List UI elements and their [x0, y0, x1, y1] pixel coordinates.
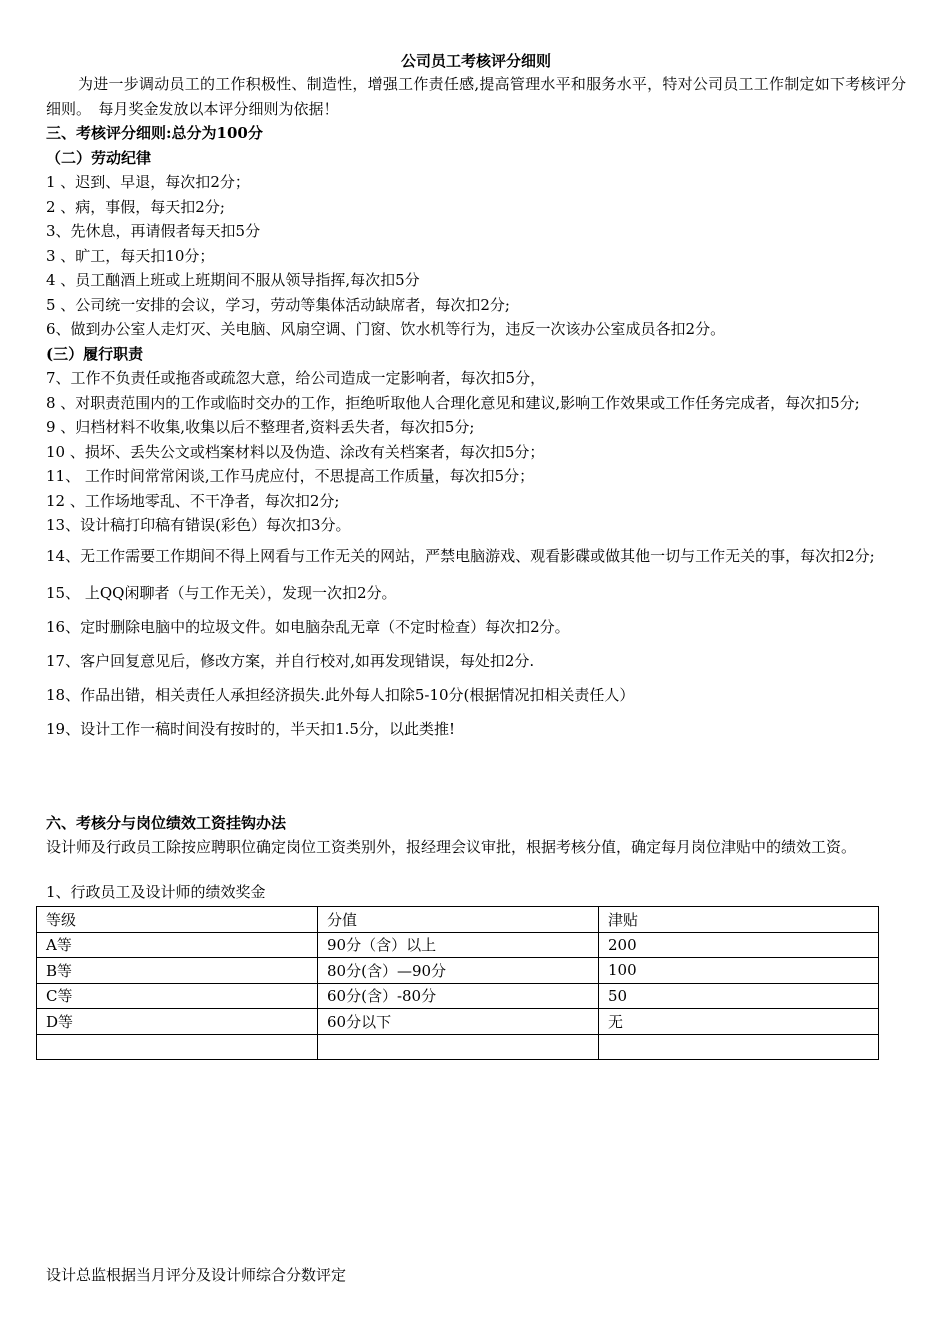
table-cell: 50 [599, 983, 879, 1009]
table-cell: 无 [599, 1009, 879, 1035]
duty-rules-list [46, 366, 906, 538]
table-cell [318, 1034, 599, 1060]
table-row-empty [37, 1034, 879, 1060]
table-cell: 90分（含）以上 [318, 932, 599, 958]
document-title: 公司员工考核评分细则 [400, 52, 551, 70]
rule-item: 4 、员工酗酒上班或上班期间不服从领导指挥,每次扣5分 [46, 271, 420, 289]
table-cell: 80分(含）—90分 [318, 958, 599, 984]
rule-item: 17、客户回复意见后，修改方案，并自行校对,如再发现错误，每处扣2分. [46, 651, 535, 670]
rule-item: 9 、归档材料不收集,收集以后不整理者,资料丢失者，每次扣5分; [46, 418, 475, 436]
table-cell: B等 [37, 958, 318, 984]
table-row [37, 983, 879, 1009]
rule-item: 12 、工作场地零乱、不干净者，每次扣2分; [46, 491, 340, 510]
table-cell [599, 1034, 879, 1060]
table-cell: A等 [37, 932, 318, 958]
rule-item: 18、作品出错，相关责任人承担经济损失.此外每人扣除5-10分(根据情况扣相关责任人） [46, 685, 635, 704]
rule-item: 11、 工作时间常常闲谈,工作马虎应付，不思提高工作质量，每次扣5分； [46, 467, 535, 485]
rule-item: 16、定时删除电脑中的垃圾文件。如电脑杂乱无章（不定时检查）每次扣2分。 [46, 617, 570, 636]
bonus-table [36, 906, 879, 1060]
column-header: 分值 [318, 907, 599, 933]
table-cell [37, 1034, 318, 1060]
rule-item: 6、做到办公室人走灯灭、关电脑、风扇空调、门窗、饮水机等行为，违反一次该办公室成员各扣2分。 [46, 320, 726, 338]
table-cell: 100 [599, 958, 879, 984]
labor-rules-list [46, 170, 906, 342]
rule-item: 13、设计稿打印稿有错误(彩色）每次扣3分。 [46, 516, 351, 534]
table-caption: 1、行政员工及设计师的绩效奖金 [46, 882, 266, 901]
document-body [46, 50, 906, 1060]
rule-item: 10 、损坏、丢失公文或档案材料以及伪造、涂改有关档案者，每次扣5分； [46, 442, 545, 461]
rule-item: 15、 上QQ闲聊者（与工作无关），发现一次扣2分。 [46, 583, 397, 602]
rule-item: 14、无工作需要工作期间不得上网看与工作无关的网站，严禁电脑游戏、观看影碟或做其他一切与工作无关的事，每次扣2分; [46, 546, 875, 565]
rule-item: 7、工作不负责任或拖沓或疏忽大意，给公司造成一定影响者，每次扣5分， [46, 369, 546, 387]
table-cell: D等 [37, 1009, 318, 1035]
rule-item: 19、设计工作一稿时间没有按时的，半天扣1.5分，以此类推! [46, 719, 455, 738]
table-header-row [37, 907, 879, 933]
section6-heading: 六、考核分与岗位绩效工资挂钩办法 [46, 813, 287, 832]
section6-paragraph: 设计师及行政员工除按应聘职位确定岗位工资类别外，报经理会议审批，根据考核分值，确定每月岗位津贴中的绩效工资。 [46, 838, 857, 856]
table-cell: 60分(含）-80分 [318, 983, 599, 1009]
rule-item: 8 、对职责范围内的工作或临时交办的工作，拒绝听取他人合理化意见和建议,影响工作效果或工作任务完成者，每次扣5分; [46, 393, 860, 412]
intro-paragraph: 为进一步调动员工的工作积极性、制造性，增强工作责任感,提高管理水平和服务水平，特对公司员工工作制定如下考核评分细则。 每月奖金发放以本评分细则为依据！ [46, 75, 906, 118]
table-cell: C等 [37, 983, 318, 1009]
table-cell: 200 [599, 932, 879, 958]
table-row [37, 932, 879, 958]
additional-rules-list [46, 538, 906, 741]
footer-note: 设计总监根据当月评分及设计师综合分数评定 [46, 1266, 347, 1284]
labor-discipline-heading: （二）劳动纪律 [46, 148, 152, 167]
table-row [37, 1009, 879, 1035]
duty-heading: (三）履行职责 [46, 344, 144, 363]
rule-item: 3 、旷工，每天扣10分； [46, 246, 215, 265]
table-cell: 60分以下 [318, 1009, 599, 1035]
column-header: 津贴 [599, 907, 879, 933]
table-row [37, 958, 879, 984]
column-header: 等级 [37, 907, 318, 933]
rule-item: 3、先休息，再请假者每天扣5分 [46, 222, 261, 240]
rule-item: 1 、迟到、早退，每次扣2分； [46, 173, 250, 191]
rule-item: 2 、病，事假，每天扣2分; [46, 197, 225, 216]
section3-heading: 三、考核评分细则:总分为100分 [46, 124, 263, 142]
rule-item: 5 、公司统一安排的会议，学习，劳动等集体活动缺席者，每次扣2分; [46, 295, 510, 314]
